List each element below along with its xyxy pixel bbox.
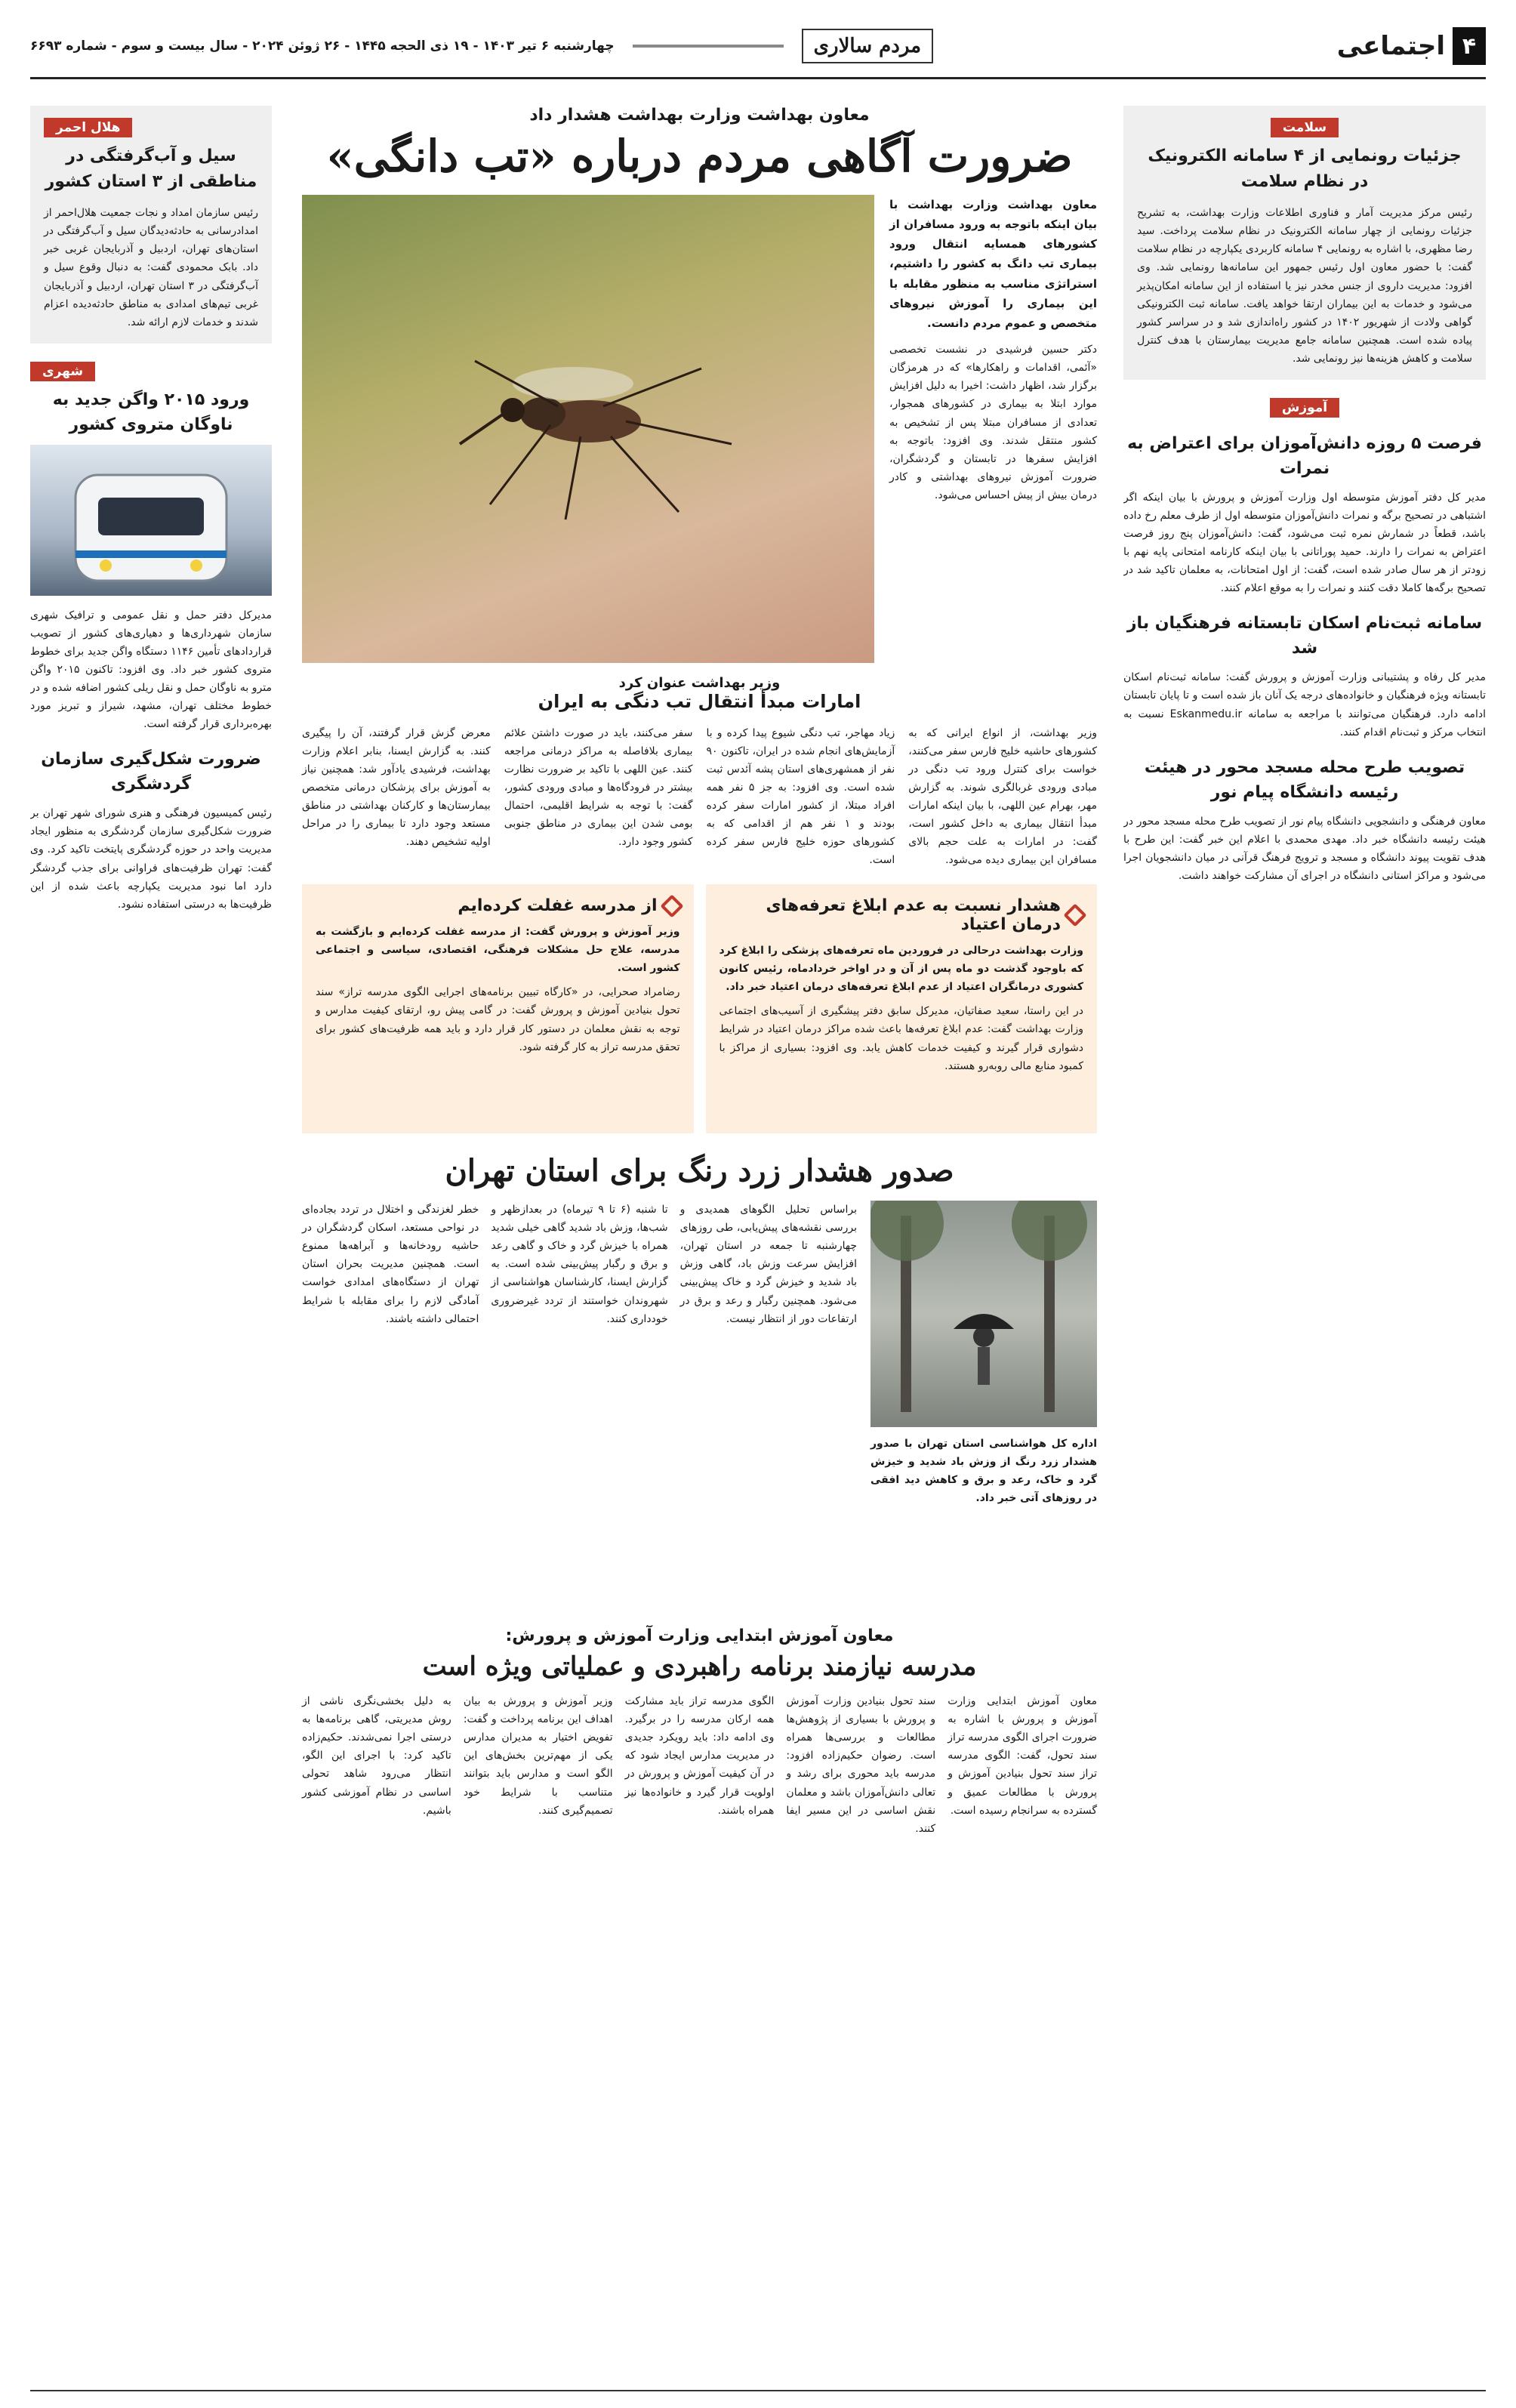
center-area: [302, 106, 1097, 1838]
sub-kicker: وزیر بهداشت عنوان کرد: [618, 674, 781, 691]
lead-story: [302, 195, 1097, 663]
summer-housing-story: [1123, 611, 1486, 741]
text-column: سند تحول بنیادین وزارت آموزش و پرورش با بسیاری از پژوهش‌ها مطالعات و بررسی‌ها همراه است. رضوان حکیم‌زاده افزود: مدرسه باید محوری برای رشد و تعالی دانش‌آموزان باشد و معلمان نقش اساسی در این مسیر ایفا کنند.: [786, 1695, 936, 1835]
text-column: معرض گزش قرار گرفتند، آن را پیگیری کنند. به گزارش ایسنا، بنابر اعلام وزارت بهداشت، فرشیدی یادآور شد: همچنین نیاز به آموزش برای پزشکان درمانی متخصص بیمارستان‌ها و کارکنان بهداشتی در مناطق مستعد وجود دارد تا بیماری را در مراحل اولیه تشخیص دهند.: [302, 726, 491, 848]
story-lead: وزیر آموزش و پرورش گفت: از مدرسه غفلت کرده‌ایم و بازگشت به مدرسه، علاج حل مشکلات فرهنگی، اقتصادی، سیاسی و اجتماعی کشور است.: [316, 926, 680, 975]
text-column: وزیر آموزش و پرورش به بیان اهداف این برنامه پرداخت و گفت: تفویض اختیار به مدیران مدارس یکی از مهم‌ترین بخش‌های این الگو است و مدارس باید بتوانند متناسب با شرایط خود تصمیم‌گیری کنند.: [463, 1695, 613, 1817]
story-tag: سلامت: [1271, 118, 1339, 137]
lead-body: دکتر حسین فرشیدی در نشست تخصصی «آئمی، اقدامات و راهکارها» که در هرمزگان برگزار شد، اظهار داشت: اخیرا به دلیل افزایش موارد ابتلا به بیماری در کشورهای همجوار، تعدادی از مسافران مبتلا پس از تشخیص به کشور منتقل شدند. وی افزود: باتوجه به افزایش سفرها در تابستان و گردشگران، ضرورت آموزش نیروهای بهداشتی و کادر درمان بیش از پیش احساس می‌شود.: [889, 344, 1097, 501]
rain-street-photo: [870, 1201, 1097, 1427]
text-column: تا شنبه (۶ تا ۹ تیرماه) در بعدازظهر و شب‌ها، وزش باد شدید گاهی خیلی شدید همراه با خیزش گرد و خاک و گاهی رعد و برق و رگبار پیش‌بینی شده است. به گزارش ایسنا، کارشناسان هواشناسی از شهروندان خواستند از تردد غیرضروری خودداری کنند.: [491, 1204, 668, 1325]
section-title: [1337, 27, 1486, 65]
date-line: چهارشنبه ۶ تیر ۱۴۰۳ - ۱۹ ذی الحجه ۱۴۴۵ - ۲۶ ژوئن ۲۰۲۴ - سال بیست و سوم - شماره ۶۶۹۳: [30, 39, 615, 54]
left-column: [30, 106, 272, 2385]
weather-columns: [302, 1201, 857, 1608]
school-neglect-story: [302, 884, 694, 1133]
exam-objection-story: [1123, 398, 1486, 597]
footer-rule: [30, 2390, 1486, 2391]
text-column: به دلیل بخشی‌نگری ناشی از روش مدیریتی، گاهی برنامه‌ها به درستی اجرا نمی‌شدند. حکیم‌زاده تاکید کرد: با اجرای این الگو، انتظار می‌رود شاهد تحولی اساسی در نظام آموزشی کشور باشیم.: [302, 1695, 451, 1817]
story-body: رئیس مرکز مدیریت آمار و فناوری اطلاعات وزارت بهداشت، به تشریح جزئیات رونمایی از چهار سامانه الکترونیک در نظام سلامت پرداخت. سید رضا مظهری، با اشاره به رونمایی ۴ سامانه کاربردی یکپارچه در نظام سلامت گفت: با حضور معاون اول رئیس جمهور این سامانه‌ها رونمایی شد. وی افزود: مدیریت داروی از جنس مخدر نیز یا استفاده از این سامانه امکان‌پذیر می‌شود و خدمات به این بیماران ارتقا خواهد یافت. سامانه ثبت الکترونیکی گواهی ولادت از شهریور ۱۴۰۲ در کشور راه‌اندازی شد و در سراسر کشور پیاده شده است. همچنین سامانه جامع مدیریت بیمارستان با هدف کنترل سلامت و کاهش هزینه‌ها نیز رونمایی شد.: [1137, 207, 1472, 365]
text-column: زیاد مهاجر، تب دنگی شیوع پیدا کرده و با آزمایش‌های انجام شده در ایران، تاکنون ۹۰ نفر از همشهری‌های استان پشه آئدس ثبت شده است. وی افزود: به جز ۵ نفر همه افراد مبتلا، از کشور امارات سفر کرده بودند و ۱ نفر هم از اقدامی که به کشورهای حوزه خلیج فارس سفر کرده است.: [706, 726, 895, 867]
train-icon: [30, 445, 272, 596]
lead-kicker: معاون بهداشت وزارت بهداشت هشدار داد: [529, 106, 870, 125]
lead-paragraph: معاون بهداشت وزارت بهداشت با بیان اینکه باتوجه به ورود مسافران از کشورهای همسایه انتقال ورود بیماری تب دانگ به کشور را داشتیم، استراتژی مناسب به منظور مقابله با این بیماری را آموزش نیروهای متخصص و عموم مردم دانست.: [889, 197, 1097, 330]
bullet-icon: [660, 894, 683, 917]
addiction-tariff-story: [706, 884, 1098, 1133]
uae-story-columns: [302, 724, 1097, 870]
story-title: هشدار نسبت به عدم ابلاغ تعرفه‌های درمان اعتیاد: [766, 896, 1061, 935]
section-name: اجتماعی: [1336, 31, 1445, 61]
story-body: مدیر کل دفتر آموزش متوسطه اول وزارت آموزش و پرورش با بیان اینکه اگر اشتباهی در تصحیح برگه و نمرات دانش‌آموزان متوسطه اول از طرف معلم رخ داده باشد، قطعاً در شمارش نمره ثبت می‌شود، گفت: دانش‌آموزان پنج روز فرصت اعتراض به نمرات را دارند. حمید پوراتانی با بیان اینکه کارنامه امتحانی پایه نهم با زودتر از هر سال صادر شده است، گفت: از اول امتحانات، به معلمان تاکید شد در تصحیح برگه‌ها کاملا دقت کنند و نمرات را به موقع اعلام کنند.: [1123, 491, 1486, 595]
weather-headline: صدور هشدار زرد رنگ برای استان تهران: [445, 1153, 954, 1189]
weather-lead-column: [870, 1201, 1097, 1608]
flood-story: [30, 106, 272, 344]
lead-headline: ضرورت آگاهی مردم درباره «تب دانگی»: [326, 131, 1073, 182]
text-column: معاون آموزش ابتدایی وزارت آموزش و پرورش با اشاره به ضرورت اجرای الگوی مدرسه تراز سند تحول، گفت: الگوی مدرسه تراز سند تحول بنیادین آموزش و پرورش با مطالعات عمیق و گسترده به سرانجام رسیده است.: [948, 1695, 1097, 1817]
shaded-stories: [302, 884, 1097, 1133]
text-column: براساس تحلیل الگوهای همدیدی و بررسی نقشه‌های پیش‌یابی، طی روزهای چهارشنبه تا جمعه در استان تهران، افزایش سرعت وزش باد، گاهی وزش باد شدید و خیزش گرد و خاک پیش‌بینی می‌شود. همچنین رگبار و رعد و برق در ارتفاعات دور از انتظار نیست.: [679, 1204, 857, 1325]
story-title: جزئیات رونمایی از ۴ سامانه الکترونیک در نظام سلامت: [1148, 146, 1462, 192]
bullet-icon: [1063, 904, 1086, 927]
story-title: از مدرسه غفلت کرده‌ایم: [458, 896, 658, 916]
school-kicker: معاون آموزش ابتدایی وزارت آموزش و پرورش:: [505, 1626, 894, 1646]
lead-text: [889, 195, 1097, 663]
text-column: سفر می‌کنند، باید در صورت داشتن علائم بیماری بلافاصله به مراکز درمانی مراجعه کنند. عین اللهی با تاکید بر ضرورت نظارت بیشتر در فرودگاه‌ها و مبادی ورودی کشور، گفت: با توجه به شرایط اقلیمی، احتمال بومی شدن این بیماری در مناطق جنوبی کشور وجود دارد.: [504, 726, 693, 848]
header-meta: [30, 29, 933, 63]
story-body: مدیرکل دفتر حمل و نقل عمومی و ترافیک شهری سازمان شهرداری‌ها و دهیاری‌های کشور از تصویب قراردادهای تأمین ۱۱۴۶ دستگاه واگن جدید برای خطوط متروی کشور خبر داد. وی افزود: تاکنون ۲۰۱۵ واگن مترو به ناوگان حمل و نقل ریلی کشور اضافه شده و در خطوط مختلف تهران، مشهد، شیراز و تبریز مورد بهره‌برداری قرار گرفته است.: [30, 609, 272, 731]
sub-headline: امارات مبدأ انتقال تب دنگی به ایران: [538, 690, 861, 712]
story-title: ورود ۲۰۱۵ واگن جدید به ناوگان متروی کشور: [52, 390, 250, 434]
text-column: الگوی مدرسه تراز باید مشارکت همه ارکان مدرسه را در برگیرد. وی ادامه داد: باید رویکرد جدیدی در مدیریت مدارس ایجاد شود که در آن کیفیت آموزش و پرورش در اولویت قرار گیرد و خانواده‌ها نیز همراه باشند.: [624, 1695, 775, 1817]
metro-train-photo: [30, 445, 272, 596]
school-headline: مدرسه نیازمند برنامه راهبردی و عملیاتی ویژه است: [422, 1651, 977, 1682]
story-title: ضرورت شکل‌گیری سازمان گردشگری: [41, 750, 261, 794]
story-body: مدیر کل رفاه و پشتیبانی وزارت آموزش و پرورش گفت: سامانه ثبت‌نام اسکان تابستانه ویژه فرهنگیان و خانواده‌های درجه یک آنان باز شده است و تا پایان تابستان ادامه دارد. فرهنگیان می‌توانند با مراجعه به سامانه Eskanmedu.ir نسبت به انتخاب مرکز و ثبت‌نام اقدام کنند.: [1123, 671, 1486, 738]
page-number: ۴: [1453, 27, 1486, 65]
right-column: [1123, 106, 1486, 2385]
header-divider: [633, 45, 784, 48]
newspaper-logo: مردم سالاری: [802, 29, 933, 63]
metro-story: [30, 362, 272, 734]
story-body: در این راستا، سعید صفاتیان، مدیرکل سابق دفتر پیشگیری از آسیب‌های اجتماعی وزارت بهداشت گفت: عدم ابلاغ تعرفه‌ها باعث شده مراکز درمان اعتیاد در شرایط دشواری قرار گیرند و کیفیت خدمات کاهش یابد. وی افزود: بسیاری از مراکز با کمبود منابع مالی روبه‌رو هستند.: [719, 1005, 1083, 1072]
page-header: [30, 15, 1486, 79]
story-title: تصویب طرح محله مسجد محور در هیئت رئیسه دانشگاه پیام نور: [1144, 757, 1465, 802]
uae-story: [302, 675, 1097, 870]
story-tag: آموزش: [1270, 398, 1339, 418]
mosquito-icon: [430, 331, 747, 527]
mosque-plan-story: [1123, 755, 1486, 885]
weather-lead: اداره کل هواشناسی استان تهران با صدور هشدار زرد رنگ از وزش باد شدید و خیزش گرد و خاک، رعد و برق و کاهش دید افقی در روزهای آتی خبر داد.: [870, 1438, 1097, 1505]
story-body: رئیس سازمان امداد و نجات جمعیت هلال‌احمر از امدادرسانی به حادثه‌دیدگان سیل و آب‌گرفتگی در استان‌های تهران، اردبیل و آذربایجان غربی خبر داد. بابک محمودی گفت: به دنبال وقوع سیل و آب‌گرفتگی در ۳ استان تهران، اردبیل و آذربایجان غربی تیم‌های امدادی به مناطق حادثه‌دیده اعزام شدند و خدمات لازم ارائه شد.: [44, 207, 258, 328]
mosquito-photo: [302, 195, 874, 663]
text-column: خطر لغزندگی و اختلال در تردد بجاده‌ای در نواحی مستعد، اسکان گردشگران در حاشیه رودخانه‌ها و آبراهه‌ها ممنوع است. همچنین مدیریت بحران استان تهران از دستگاه‌های امدادی خواست آمادگی لازم را برای مقابله با شرایط احتمالی داشته باشند.: [302, 1204, 479, 1325]
story-title: فرصت ۵ روزه دانش‌آموزان برای اعتراض به نمرات: [1127, 433, 1482, 478]
story-title: سامانه ثبت‌نام اسکان تابستانه فرهنگیان باز شد: [1126, 614, 1483, 658]
story-lead: وزارت بهداشت درحالی در فروردین ماه تعرفه‌های پزشکی را ابلاغ کرد که باوجود گذشت دو ماه پس از آن و در اواخر خردادماه، رئیس کانون کشوری درمانگران اعتیاد از عدم ابلاغ تعرفه‌های درمان اعتیاد خبر داد.: [719, 945, 1083, 994]
health-systems-story: [1123, 106, 1486, 380]
story-body: معاون فرهنگی و دانشجویی دانشگاه پیام نور از تصویب طرح محله مسجد محور در هیئت رئیسه دانشگاه خبر داد. مهدی محمدی با اعلام این خبر گفت: این طرح با هدف تقویت پیوند دانشگاه و مسجد و ترویج فرهنگ قرآنی در میان دانشجویان اجرا می‌شود و مراکز استانی دانشگاه در اجرای آن مشارکت خواهند داشت.: [1123, 815, 1486, 882]
story-body: رئیس کمیسیون فرهنگی و هنری شورای شهر تهران بر ضرورت شکل‌گیری سازمان گردشگری به منظور ایجاد مدیریت واحد در حوزه گردشگری پایتخت تاکید کرد. وی گفت: تهران ظرفیت‌های فراوانی برای جذب گردشگر دارد اما نبود مدیریت یکپارچه باعث شده از این ظرفیت‌ها به درستی استفاده نشود.: [30, 807, 272, 911]
text-column: وزیر بهداشت، از انواع ایرانی که به کشورهای حاشیه خلیج فارس سفر می‌کنند، خواست برای کنترل ورود تب دنگی در مبادی ورودی غربالگری شوند. به گزارش مهر، بهرام عین اللهی، با بیان اینکه امارات مبدأ انتقال بیماری به داخل کشور است، گفت: در امارات به علت حجم بالای مسافران این بیماری دیده می‌شود.: [908, 726, 1097, 867]
rain-icon: [870, 1201, 1097, 1427]
story-tag: هلال احمر: [44, 118, 132, 137]
weather-story: [302, 1201, 1097, 1608]
story-title: سیل و آب‌گرفتگی در مناطقی از ۳ استان کشور: [45, 146, 257, 192]
tourism-story: [30, 747, 272, 913]
story-body: رضامراد صحرایی، در «کارگاه تبیین برنامه‌های اجرایی الگوی مدرسه تراز» سند تحول بنیادین آموزش و پرورش گفت: در گامی پیش رو، ارتقای کیفیت مدارس و توجه به نقش معلمان در دستور کار قرار دارد و باید همه ظرفیت‌های کشور برای تحقق مدرسه تراز به کار گرفته شود.: [316, 986, 680, 1053]
story-tag: شهری: [30, 362, 95, 381]
school-columns: [302, 1692, 1097, 1838]
